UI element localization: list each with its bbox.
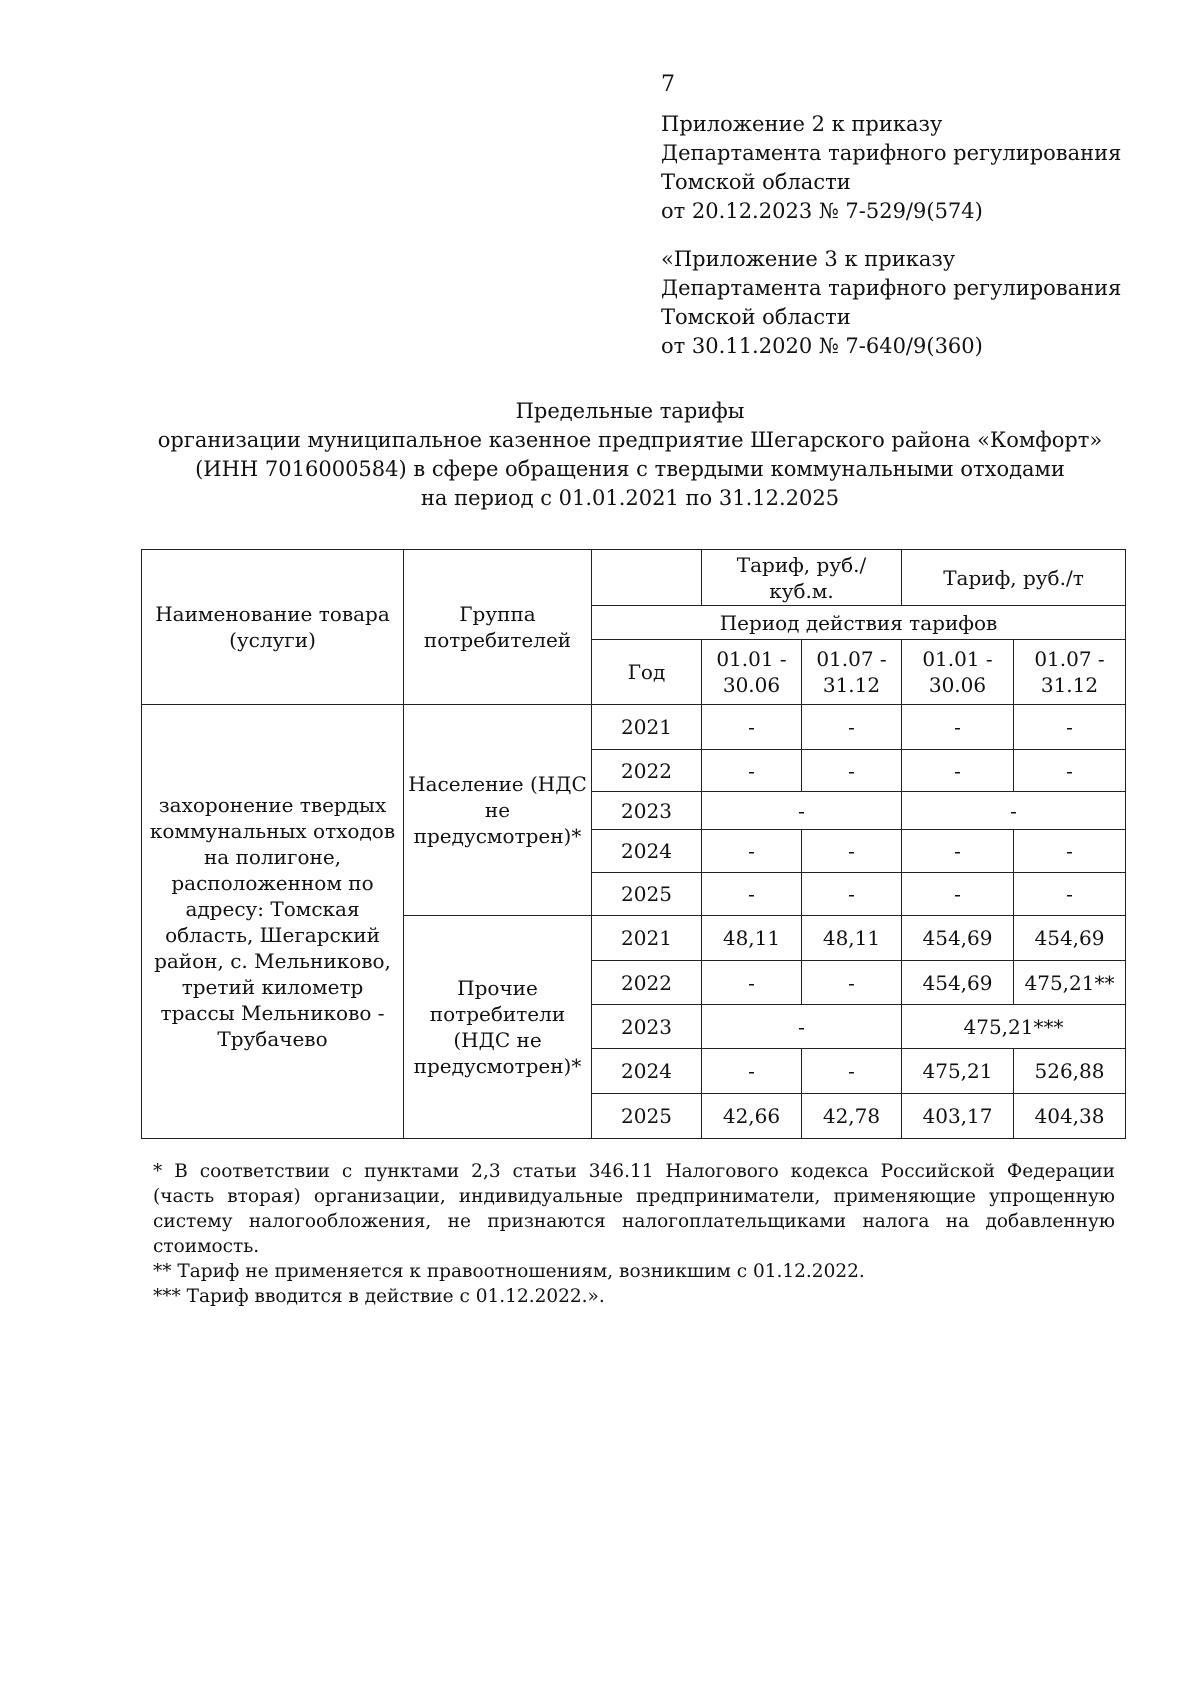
tariff-table xyxy=(141,549,1126,1139)
value-cell: 454,69 xyxy=(1014,916,1126,961)
value-cell: - xyxy=(802,961,902,1005)
year-cell: 2022 xyxy=(592,750,702,792)
value-cell: - xyxy=(802,830,902,873)
value-cell: - xyxy=(802,705,902,750)
header-tariff-t: Тариф, руб./т xyxy=(902,550,1126,606)
annex-line: Томской области xyxy=(661,305,851,329)
annex-original-reference xyxy=(661,245,1181,361)
year-cell: 2025 xyxy=(592,1094,702,1139)
year-cell: 2025 xyxy=(592,873,702,916)
value-cell: - xyxy=(702,705,802,750)
value-cell: 526,88 xyxy=(1014,1049,1126,1094)
header-period-h2: 01.07 - 31.12 xyxy=(802,640,902,705)
value-cell: - xyxy=(702,1049,802,1094)
header-tariff-m3: Тариф, руб./куб.м. xyxy=(702,550,902,606)
value-cell-merged: 475,21*** xyxy=(902,1005,1126,1049)
year-cell: 2023 xyxy=(592,792,702,830)
value-cell: 454,69 xyxy=(902,961,1014,1005)
value-cell: - xyxy=(902,873,1014,916)
year-cell: 2023 xyxy=(592,1005,702,1049)
value-cell-merged: - xyxy=(902,792,1126,830)
value-cell: 42,66 xyxy=(702,1094,802,1139)
year-cell: 2022 xyxy=(592,961,702,1005)
header-empty-cell xyxy=(592,550,702,606)
header-product: Наименование товара (услуги) xyxy=(142,550,404,705)
value-cell-merged: - xyxy=(702,1005,902,1049)
header-period-h1: 01.01 - 30.06 xyxy=(902,640,1014,705)
annex-line: от 30.11.2020 № 7-640/9(360) xyxy=(661,334,983,358)
header-period-h2: 01.07 - 31.12 xyxy=(1014,640,1126,705)
header-year: Год xyxy=(592,640,702,705)
annex-line: Томской области xyxy=(661,170,851,194)
table-row xyxy=(142,705,1126,750)
value-cell: - xyxy=(702,750,802,792)
value-cell: - xyxy=(702,873,802,916)
value-cell: - xyxy=(1014,705,1126,750)
footnote-vat: * В соответствии с пунктами 2,3 статьи 346.11 Налогового кодекса Российской Федерации (часть вторая) организации, индивидуальные предприниматели, применяющие упрощенную систему налогообложения, не признаются налогоплательщиками налога на добавленную стоимость. xyxy=(153,1161,1115,1257)
annex-line: от 20.12.2023 № 7-529/9(574) xyxy=(661,199,983,223)
value-cell: - xyxy=(902,705,1014,750)
product-name: захоронение твердых коммунальных отходов на полигоне, расположенном по адресу: Томская область, Шегарский район, с. Мельниково, третий километр трассы Мельниково - Трубачево xyxy=(142,705,404,1139)
value-cell: 475,21 xyxy=(902,1049,1014,1094)
value-cell: 404,38 xyxy=(1014,1094,1126,1139)
title-line: Предельные тарифы xyxy=(515,399,745,423)
title-line: (ИНН 7016000584) в сфере обращения с твердыми коммунальными отходами xyxy=(195,457,1065,481)
value-cell: - xyxy=(1014,830,1126,873)
value-cell: 48,11 xyxy=(802,916,902,961)
value-cell: 475,21** xyxy=(1014,961,1126,1005)
footnote-triple-star: *** Тариф вводится в действие с 01.12.2022.». xyxy=(153,1286,605,1307)
value-cell: - xyxy=(702,830,802,873)
year-cell: 2021 xyxy=(592,705,702,750)
annex-line: «Приложение 3 к приказу xyxy=(661,247,956,271)
title-line: на период с 01.01.2021 по 31.12.2025 xyxy=(420,486,840,510)
header-consumer-group: Группа потребителей xyxy=(404,550,592,705)
group-population: Население (НДС не предусмотрен)* xyxy=(404,705,592,916)
annex-line: Приложение 2 к приказу xyxy=(661,112,943,136)
year-cell: 2024 xyxy=(592,1049,702,1094)
value-cell: 48,11 xyxy=(702,916,802,961)
value-cell: - xyxy=(902,750,1014,792)
annex-line: Департамента тарифного регулирования xyxy=(661,141,1122,165)
annex-line: Департамента тарифного регулирования xyxy=(661,276,1122,300)
footnotes xyxy=(153,1159,1115,1309)
group-other-consumers: Прочие потребители (НДС не предусмотрен)* xyxy=(404,916,592,1139)
title-line: организации муниципальное казенное предприятие Шегарского района «Комфорт» xyxy=(157,428,1103,452)
value-cell: 42,78 xyxy=(802,1094,902,1139)
value-cell: - xyxy=(1014,750,1126,792)
value-cell: - xyxy=(802,873,902,916)
year-cell: 2024 xyxy=(592,830,702,873)
value-cell: - xyxy=(702,961,802,1005)
value-cell: - xyxy=(802,750,902,792)
annex-current-reference xyxy=(661,110,1181,226)
document-title xyxy=(100,397,1160,513)
value-cell-merged: - xyxy=(702,792,902,830)
value-cell: 403,17 xyxy=(902,1094,1014,1139)
year-cell: 2021 xyxy=(592,916,702,961)
header-period-h1: 01.01 - 30.06 xyxy=(702,640,802,705)
header-period: Период действия тарифов xyxy=(592,606,1126,640)
value-cell: - xyxy=(902,830,1014,873)
value-cell: - xyxy=(1014,873,1126,916)
value-cell: 454,69 xyxy=(902,916,1014,961)
page-number: 7 xyxy=(661,72,675,97)
value-cell: - xyxy=(802,1049,902,1094)
footnote-double-star: ** Тариф не применяется к правоотношениям, возникшим с 01.12.2022. xyxy=(153,1261,865,1282)
